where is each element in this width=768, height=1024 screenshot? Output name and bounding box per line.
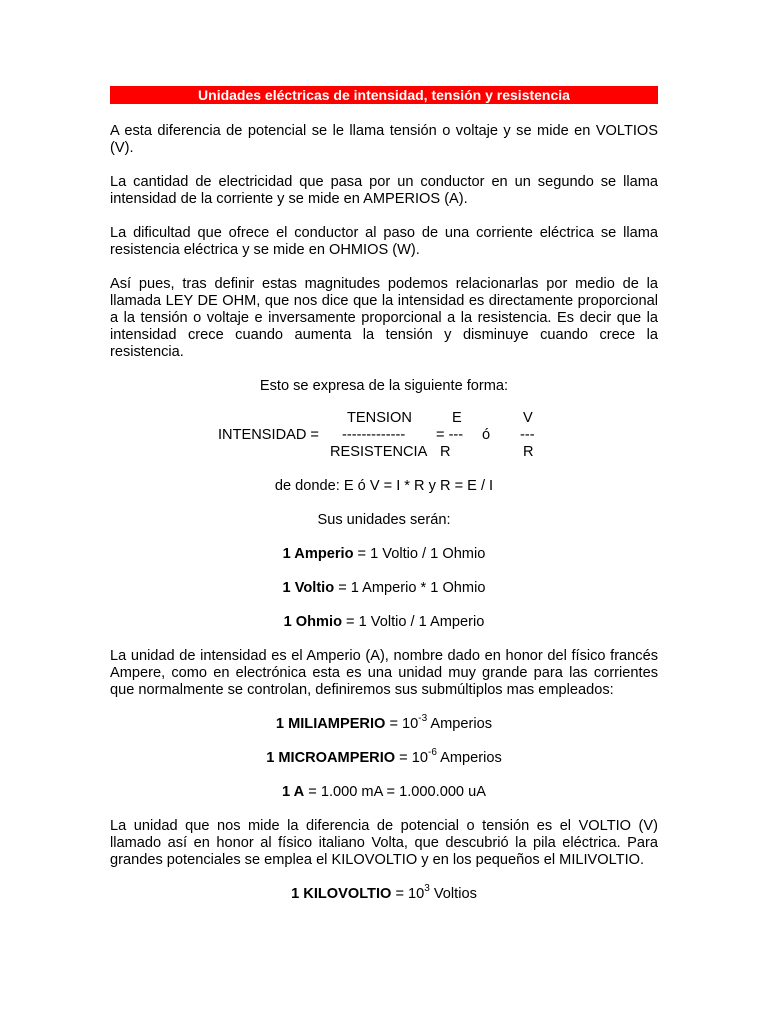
kilovoltio-exp: 3 [424,883,430,895]
formula-dashes-long: ------------- [342,427,406,443]
sub-miliamperio-label: 1 MILIAMPERIO [275,716,386,732]
sub-miliamperio-exp: -3 [418,713,428,725]
expresa-line: Esto se expresa de la siguiente forma: [259,378,509,394]
formula-e-top: E [452,410,462,426]
formula-r-bottom-2: R [523,444,534,460]
kilovoltio-line [110,883,658,903]
formula-intensidad: INTENSIDAD = [218,427,319,443]
unit-amperio-value: = 1 Voltio / 1 Ohmio [353,546,486,562]
unit-ohmio-label: 1 Ohmio [283,614,342,630]
unit-voltio-value: = 1 Amperio * 1 Ohmio [334,580,486,596]
sub-a-equivalence [110,784,658,801]
paragraph-resistencia: La dificultad que ofrece el conductor al paso de una corriente eléctrica se llama resistencia eléctrica y se mide en OHMIOS (W). [110,225,658,258]
ohm-formula [110,410,658,462]
kilovoltio-unit: Voltios [429,886,477,902]
sub-microamperio-exp: -6 [428,747,437,759]
formula-resistencia: RESISTENCIA [330,444,428,460]
document-page [110,86,658,903]
paragraph-tension: A esta diferencia de potencial se le llama tensión o voltaje y se mide en VOLTIOS (V). [110,123,658,156]
unit-ohmio [110,614,658,631]
sub-miliamperio [110,713,658,733]
formula-eq-dashes: = --- [436,427,464,443]
de-donde-line: de donde: E ó V = I * R y R = E / I [274,478,494,494]
sub-microamperio-label: 1 MICROAMPERIO [266,750,396,766]
sub-a-label: 1 A [282,784,305,800]
paragraph-amperio: La unidad de intensidad es el Amperio (A), nombre dado en honor del físico francés Ampere, como en electrónica esta es una unidad muy grande para las corrientes que normalmente se controlan, definiremos sus submúltiplos mas empleados: [110,648,658,698]
unit-ohmio-value: = 1 Voltio / 1 Amperio [342,614,485,630]
sub-miliamperio-unit: Amperios [427,716,493,732]
paragraph-voltio: La unidad que nos mide la diferencia de potencial o tensión es el VOLTIO (V) llamado así en honor al físico italiano Volta, que descubrió la pila eléctrica. Para grandes potenciales se emplea el KILOVOLTIO y en los pequeños el MILIVOLTIO. [110,818,658,868]
sub-miliamperio-base: = 10 [385,716,419,732]
formula-v-top: V [523,410,533,426]
unit-amperio-label: 1 Amperio [282,546,354,562]
paragraph-intensidad: La cantidad de electricidad que pasa por un conductor en un segundo se llama intensidad de la corriente y se mide en AMPERIOS (A). [110,174,658,207]
document-title: Unidades eléctricas de intensidad, tensión y resistencia [110,86,658,104]
sus-unidades-line: Sus unidades serán: [317,512,451,528]
sub-microamperio-unit: Amperios [436,750,502,766]
unit-voltio [110,580,658,597]
paragraph-ley-de-ohm: Así pues, tras definir estas magnitudes podemos relacionarlas por medio de la llamada LEY DE OHM, que nos dice que la intensidad es directamente proporcional a la tensión o voltaje e inversamente proporcional a la resistencia. Es decir que la intensidad crece cuando aumenta la tensión y disminuye cuando crece la resistencia. [110,276,658,360]
formula-r-bottom-1: R [440,444,451,460]
formula-tension: TENSION [347,410,412,426]
kilovoltio-base: = 10 [391,886,425,902]
formula-dashes-short: --- [520,427,535,443]
sub-a-value: = 1.000 mA = 1.000.000 uA [304,784,486,800]
unit-amperio [110,546,658,563]
formula-o: ó [482,427,491,443]
unit-voltio-label: 1 Voltio [282,580,335,596]
sub-microamperio [110,747,658,767]
kilovoltio-label: 1 KILOVOLTIO [291,886,392,902]
sub-microamperio-base: = 10 [395,750,428,766]
